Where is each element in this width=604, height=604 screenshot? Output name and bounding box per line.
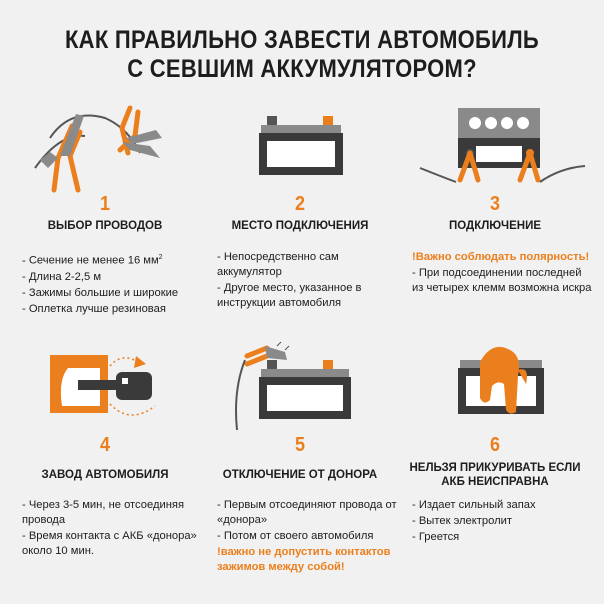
page-title [36, 26, 568, 84]
list-item: - Вытек электролит [412, 514, 594, 529]
title-line-2: С СЕВШИМ АККУМУЛЯТОРОМ? [127, 55, 477, 83]
step-number: 1 [99, 193, 111, 215]
step-caption: ЗАВОД АВТОМОБИЛЯ [41, 469, 169, 481]
title-line-1: КАК ПРАВИЛЬНО ЗАВЕСТИ АВТОМОБИЛЬ [64, 26, 539, 54]
list-item: - При подсоединении последней из четырех клемм возможна искра [412, 266, 594, 296]
step-details [217, 498, 399, 576]
ignition-key-icon [10, 340, 200, 435]
step-details [412, 250, 594, 297]
list-item: - Потом от своего автомобиля [217, 529, 399, 544]
battery-disconnect-icon [205, 340, 395, 435]
list-item: - Зажимы большие и широкие [22, 286, 204, 301]
list-item: - Греется [412, 530, 594, 545]
list-item: - Сечение не менее 16 $мм^2$ [22, 250, 204, 269]
battery-clamps-icon [400, 98, 590, 193]
list-item: - Непосредственно сам аккумулятор [217, 250, 399, 280]
step-caption: ОТКЛЮЧЕНИЕ ОТ ДОНОРА [222, 469, 378, 481]
step-number: 6 [489, 434, 501, 456]
step-number: 2 [294, 193, 306, 215]
step-details [22, 250, 204, 318]
step-number: 5 [294, 434, 306, 456]
list-item: - Время контакта с АКБ «донора» около 10 мин. [22, 529, 204, 559]
step-details [412, 498, 594, 546]
list-item: - Издает сильный запах [412, 498, 594, 513]
step-caption: НЕЛЬЗЯ ПРИКУРИВАТЬ ЕСЛИ АКБ НЕИСПРАВНА [409, 462, 581, 488]
list-item: - Другое место, указанное в инструкции автомобиля [217, 281, 399, 311]
list-item: - Длина 2-2,5 м [22, 270, 204, 285]
battery-icon [205, 98, 395, 193]
leaking-battery-icon [400, 340, 590, 435]
list-item: - Через 3-5 мин, не отсоединяя провода [22, 498, 204, 528]
list-item: - Первым отсоединяют провода от «донора» [217, 498, 399, 528]
step-details [22, 498, 204, 560]
list-item: - Оплетка лучше резиновая [22, 302, 204, 317]
warning-text: !важно не допустить контактов зажимов между собой! [217, 546, 391, 573]
step-caption: ПОДКЛЮЧЕНИЕ [448, 220, 542, 232]
step-caption: МЕСТО ПОДКЛЮЧЕНИЯ [231, 220, 369, 232]
step-details [217, 250, 399, 312]
jumper-cables-icon [10, 98, 200, 193]
step-caption: ВЫБОР ПРОВОДОВ [47, 220, 163, 232]
warning-text: !Важно соблюдать полярность! [412, 251, 590, 263]
step-number: 3 [489, 193, 501, 215]
step-number: 4 [99, 434, 111, 456]
